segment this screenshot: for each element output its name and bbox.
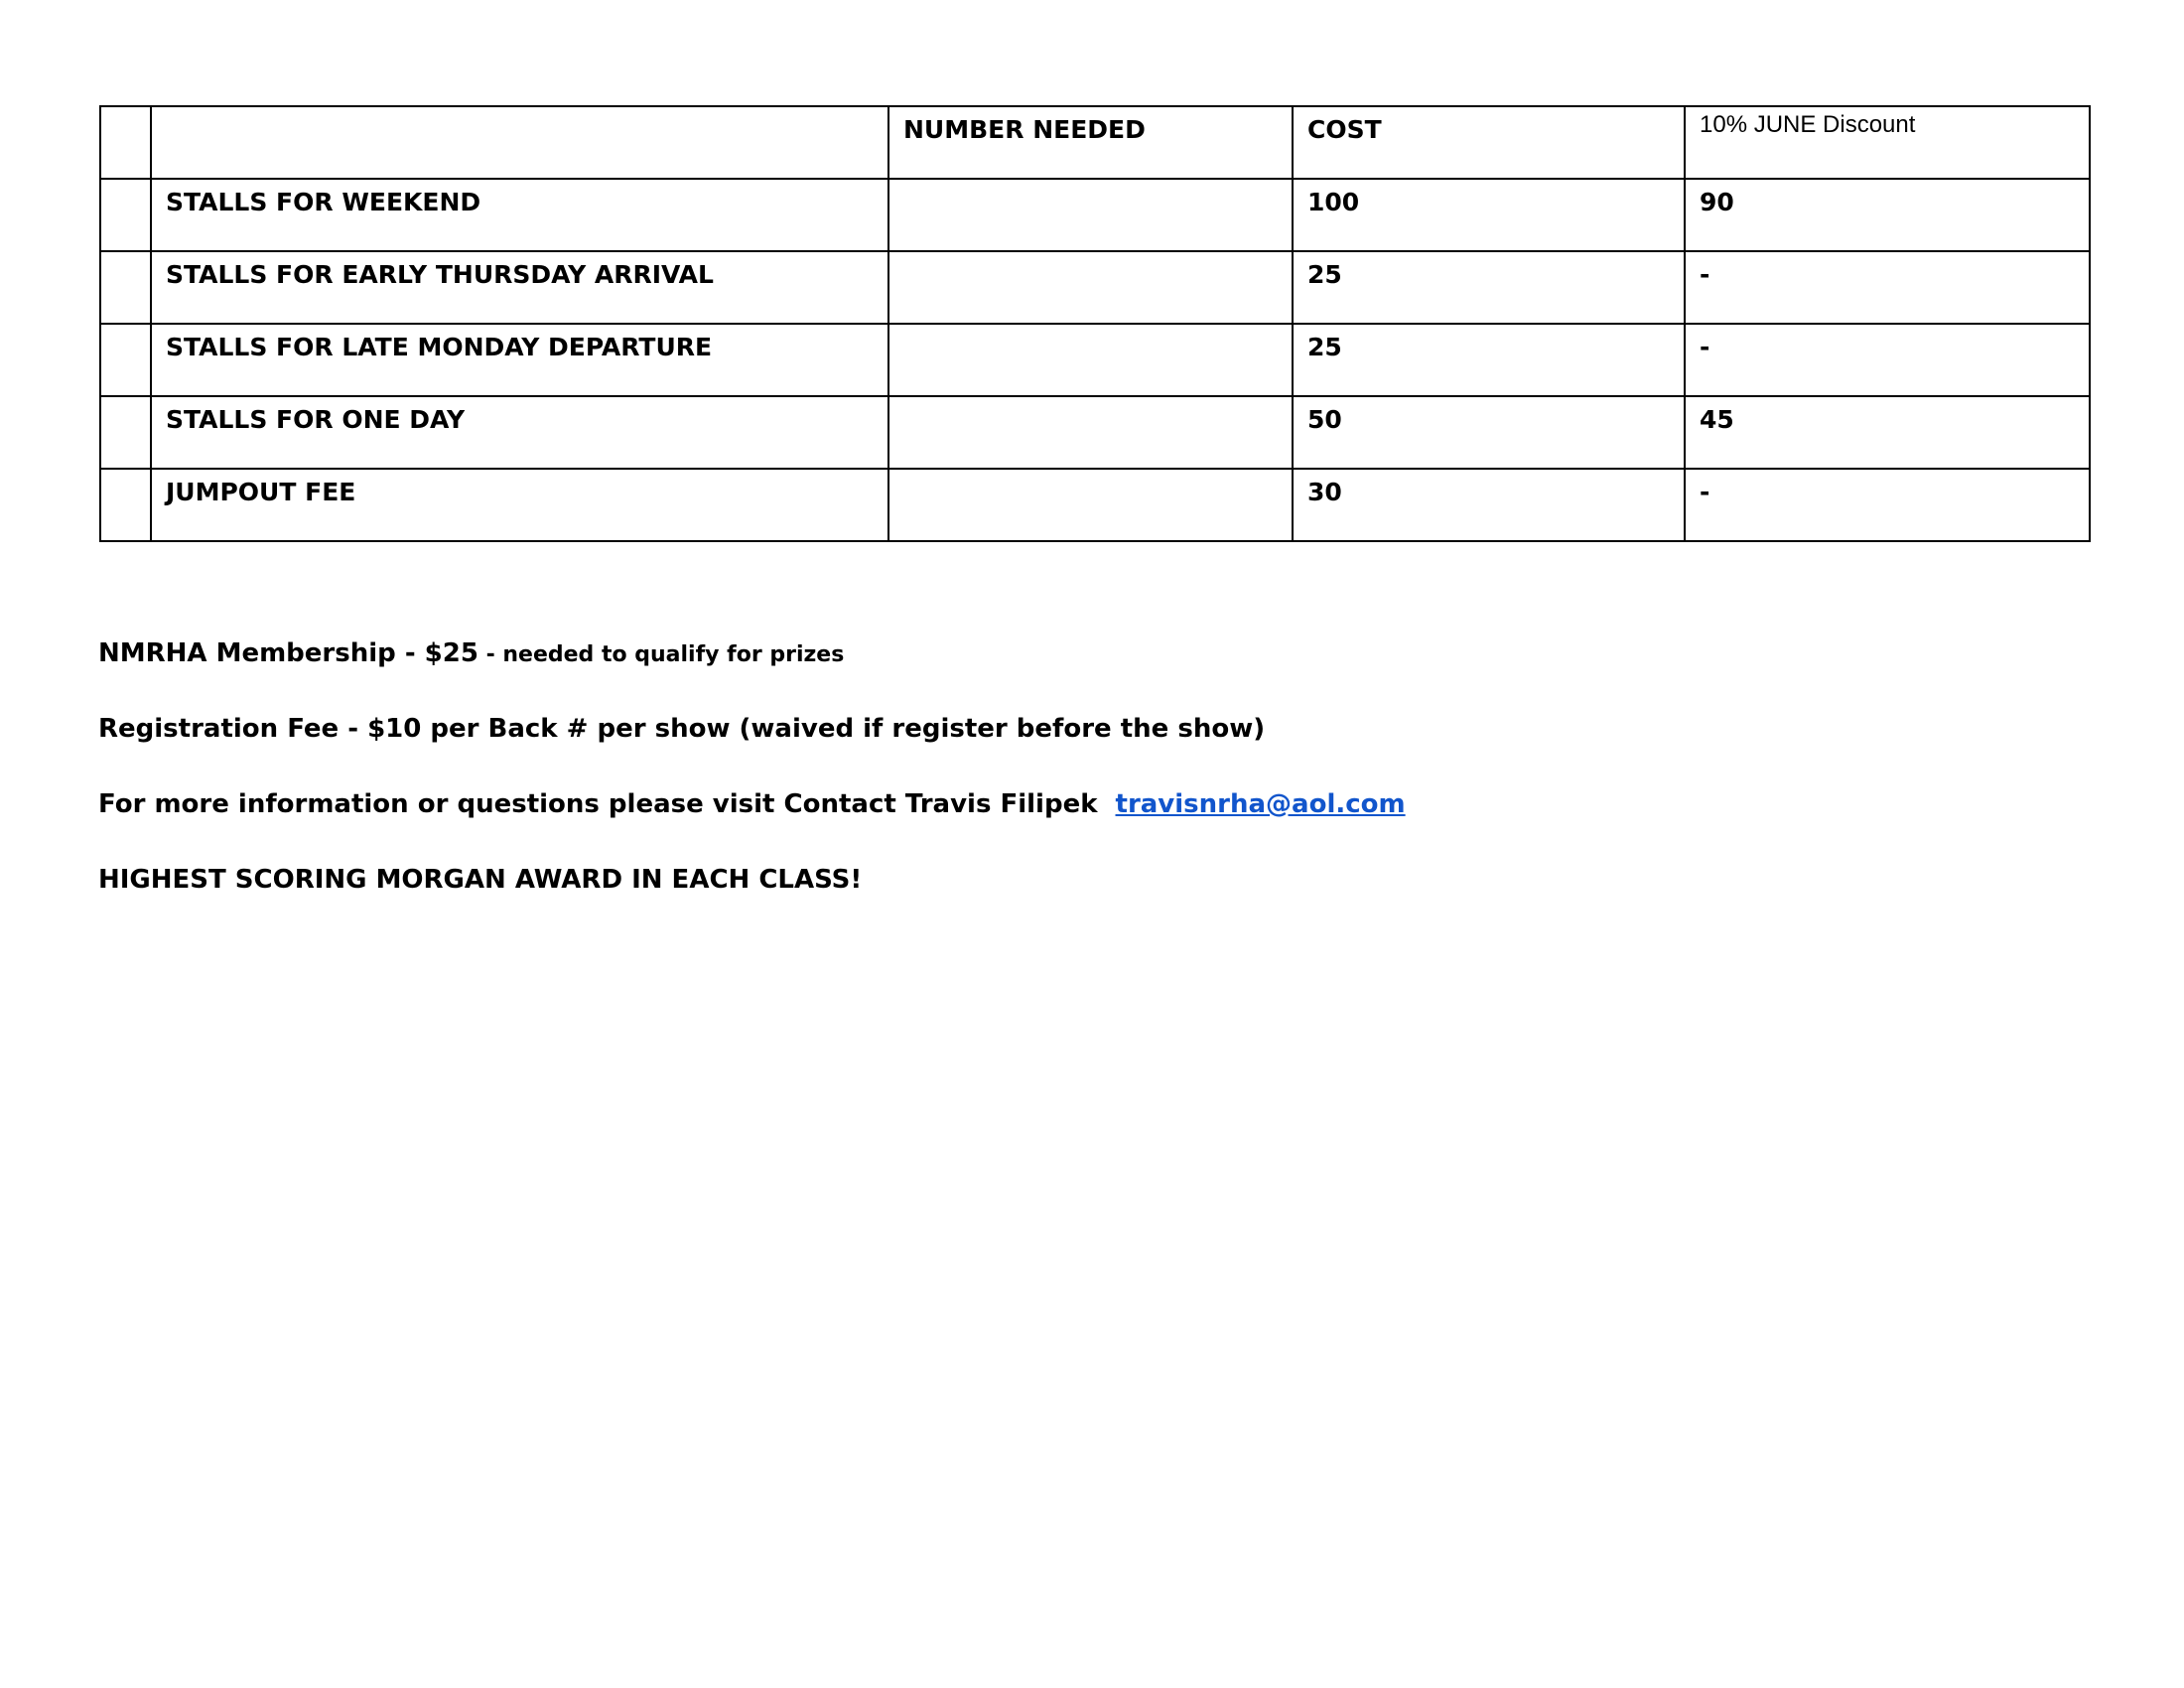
row-discount: - (1685, 324, 2090, 396)
row-number-needed[interactable] (888, 251, 1293, 324)
fee-table (99, 105, 2091, 542)
row-cost: 25 (1293, 251, 1685, 324)
row-check-cell[interactable] (100, 469, 151, 541)
membership-qualify-text: - needed to qualify for prizes (478, 642, 845, 667)
award-note (98, 862, 2084, 937)
contact-note (98, 786, 2084, 862)
row-item: STALLS FOR EARLY THURSDAY ARRIVAL (151, 251, 888, 324)
registration-text: Registration Fee - $10 per Back # per show (waived if register before the show) (98, 714, 1266, 744)
row-item: STALLS FOR LATE MONDAY DEPARTURE (151, 324, 888, 396)
award-text: HIGHEST SCORING MORGAN AWARD IN EACH CLASS! (98, 865, 863, 895)
row-discount: - (1685, 251, 2090, 324)
row-item: STALLS FOR WEEKEND (151, 179, 888, 251)
row-number-needed[interactable] (888, 179, 1293, 251)
row-discount: 90 (1685, 179, 2090, 251)
row-cost: 100 (1293, 179, 1685, 251)
row-cost: 25 (1293, 324, 1685, 396)
table-row (100, 324, 2090, 396)
row-cost: 50 (1293, 396, 1685, 469)
table-row (100, 396, 2090, 469)
table-row (100, 251, 2090, 324)
notes-section (98, 635, 2084, 937)
row-number-needed[interactable] (888, 324, 1293, 396)
table-row (100, 179, 2090, 251)
row-cost: 30 (1293, 469, 1685, 541)
header-item-cell (151, 106, 888, 179)
contact-email-link[interactable]: travisnrha@aol.com (1115, 789, 1406, 819)
table-row (100, 469, 2090, 541)
row-check-cell[interactable] (100, 179, 151, 251)
registration-note (98, 711, 2084, 786)
row-item: STALLS FOR ONE DAY (151, 396, 888, 469)
header-number-needed: NUMBER NEEDED (888, 106, 1293, 179)
table-header-row (100, 106, 2090, 179)
row-discount: - (1685, 469, 2090, 541)
row-check-cell[interactable] (100, 396, 151, 469)
row-item: JUMPOUT FEE (151, 469, 888, 541)
header-check-cell (100, 106, 151, 179)
membership-text: NMRHA Membership - $25 (98, 638, 478, 668)
row-number-needed[interactable] (888, 396, 1293, 469)
header-june-discount: 10% JUNE Discount (1685, 106, 2090, 179)
row-check-cell[interactable] (100, 251, 151, 324)
row-discount: 45 (1685, 396, 2090, 469)
membership-note (98, 635, 2084, 711)
row-number-needed[interactable] (888, 469, 1293, 541)
row-check-cell[interactable] (100, 324, 151, 396)
header-cost: COST (1293, 106, 1685, 179)
contact-text: For more information or questions please visit Contact Travis Filipek (98, 789, 1098, 819)
